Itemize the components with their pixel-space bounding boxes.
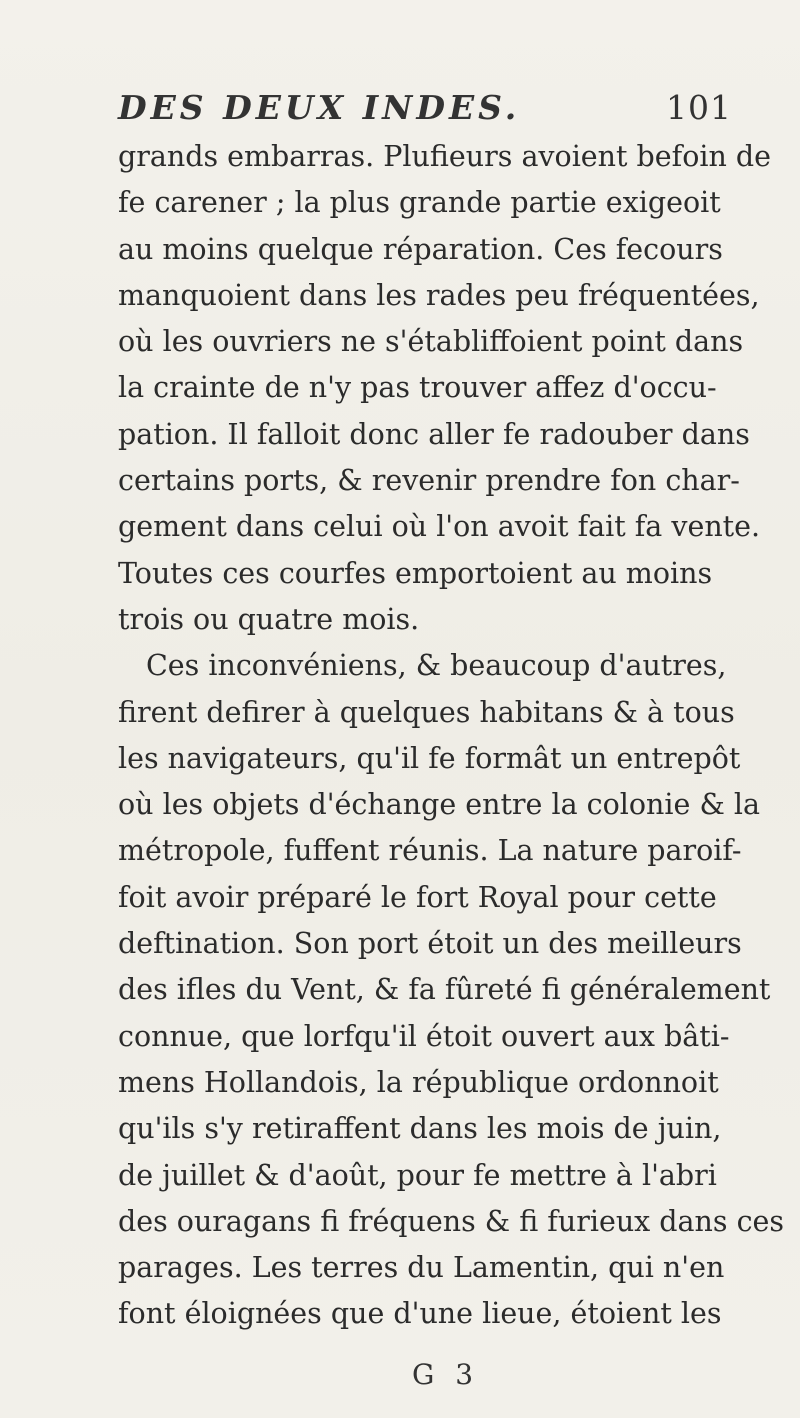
text-line: des ouragans fi fréquens & fi furieux dans ces: [118, 1204, 785, 1238]
running-head: [118, 88, 732, 128]
text-line: mens Hollandois, la république ordonnoit: [118, 1065, 719, 1099]
text-line: des ifles du Vent, & fa fûreté fi généralement: [118, 973, 771, 1007]
text-line: la crainte de n'y pas trouver affez d'occu-: [118, 371, 717, 405]
text-line: deftination. Son port étoit un des meilleurs: [118, 927, 742, 961]
text-line: manquoient dans les rades peu fréquentées,: [118, 278, 760, 312]
text-line: Toutes ces courfes emportoient au moins: [118, 556, 713, 590]
text-line: certains ports, & revenir prendre fon char-: [118, 464, 740, 498]
text-line: font éloignées que d'une lieue, étoient les: [118, 1297, 722, 1331]
text-line: au moins quelque réparation. Ces fecours: [118, 232, 723, 266]
text-line: foit avoir préparé le fort Royal pour cette: [118, 880, 717, 914]
text-line: où les ouvriers ne s'établiffoient point dans: [118, 325, 744, 359]
text-line: firent defirer à quelques habitans & à tous: [118, 695, 735, 729]
text-line: pation. Il falloit donc aller fe radouber dans: [118, 417, 750, 451]
text-line: de juillet & d'août, pour fe mettre à l'abri: [118, 1158, 717, 1192]
running-title: DES DEUX INDES.: [118, 88, 521, 127]
text-line: parages. Les terres du Lamentin, qui n'en: [118, 1251, 725, 1285]
text-line: où les objets d'échange entre la colonie & la: [118, 788, 760, 822]
text-line: grands embarras. Plufieurs avoient befoin de: [118, 140, 771, 173]
signature-mark: G 3: [412, 1358, 480, 1391]
text-line: les navigateurs, qu'il fe formât un entrepôt: [118, 741, 741, 775]
text-line: trois ou quatre mois.: [118, 602, 420, 636]
body-text: [118, 134, 785, 1338]
text-line: connue, que lorfqu'il étoit ouvert aux bâti-: [118, 1019, 730, 1053]
text-line: métropole, fuffent réunis. La nature paroif-: [118, 834, 742, 868]
text-line: Ces inconvéniens, & beaucoup d'autres,: [146, 649, 727, 683]
text-line: gement dans celui où l'on avoit fait fa vente.: [118, 510, 761, 544]
page-number: 101: [666, 88, 732, 127]
text-line: qu'ils s'y retiraffent dans les mois de juin,: [118, 1112, 722, 1146]
text-line: fe carener ; la plus grande partie exigeoit: [118, 186, 721, 220]
